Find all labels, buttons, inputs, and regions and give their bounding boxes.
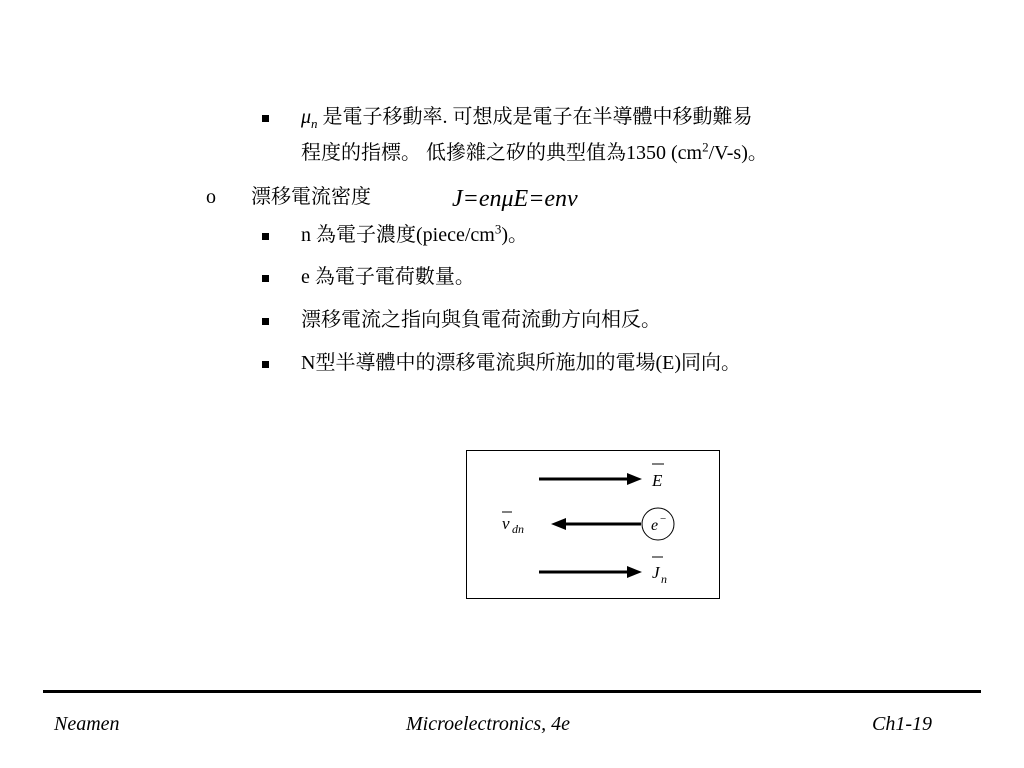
- mobility-definition-line2: [301, 140, 768, 166]
- field-arrowhead-icon: [627, 473, 642, 485]
- bullet-square-icon: [262, 233, 269, 240]
- electron-concentration-sup: 3: [494, 221, 502, 237]
- bullet-square-icon: [262, 318, 269, 325]
- bullet-square-icon: [262, 275, 269, 282]
- footer-page: Ch1-19: [872, 713, 932, 735]
- velocity-arrowhead-icon: [551, 518, 566, 530]
- n-type-current-line: N型半導體中的漂移電流與所施加的電場(E)同向。: [301, 352, 741, 374]
- mobility-definition-line1: [301, 104, 753, 130]
- drift-current-heading: 漂移電流密度: [251, 186, 371, 208]
- current-subscript: n: [661, 572, 667, 586]
- electron-label: e: [651, 517, 659, 534]
- mobility-text2b: /V-s)。: [708, 142, 768, 164]
- mobility-sup: 2: [702, 139, 709, 155]
- drift-current-equation: J = e n μ E = e n v: [452, 186, 575, 212]
- drift-diagram: [466, 450, 720, 599]
- mobility-text2a: 程度的指標。 低摻雜之矽的典型值為1350 (cm: [301, 142, 703, 164]
- drift-diagram-svg: [467, 451, 721, 600]
- footer-title: Microelectronics, 4e: [406, 713, 571, 735]
- footer-author: Neamen: [54, 713, 120, 735]
- electron-charge-line: e 為電子電荷數量。: [301, 266, 475, 288]
- bullet-circle-icon: o: [206, 186, 216, 208]
- current-arrowhead-icon: [627, 566, 642, 578]
- mobility-symbol: μ: [301, 106, 312, 128]
- current-label: J: [652, 563, 660, 582]
- field-label: E: [652, 471, 663, 490]
- bullet-square-icon: [262, 361, 269, 368]
- velocity-label: v: [502, 514, 510, 533]
- mobility-text1: 是電子移動率. 可想成是電子在半導體中移動難易: [317, 106, 753, 128]
- mobility-subscript: n: [311, 116, 318, 131]
- electron-charge: −: [660, 513, 667, 525]
- bullet-square-icon: [262, 115, 269, 122]
- electron-concentration-line: [301, 222, 528, 248]
- velocity-subscript: dn: [512, 522, 524, 536]
- footer-divider: [43, 690, 981, 693]
- current-direction-line: 漂移電流之指向與負電荷流動方向相反。: [301, 309, 661, 331]
- electron-concentration-tail: )。: [501, 224, 529, 246]
- electron-concentration-text: n 為電子濃度(piece/cm: [301, 224, 495, 246]
